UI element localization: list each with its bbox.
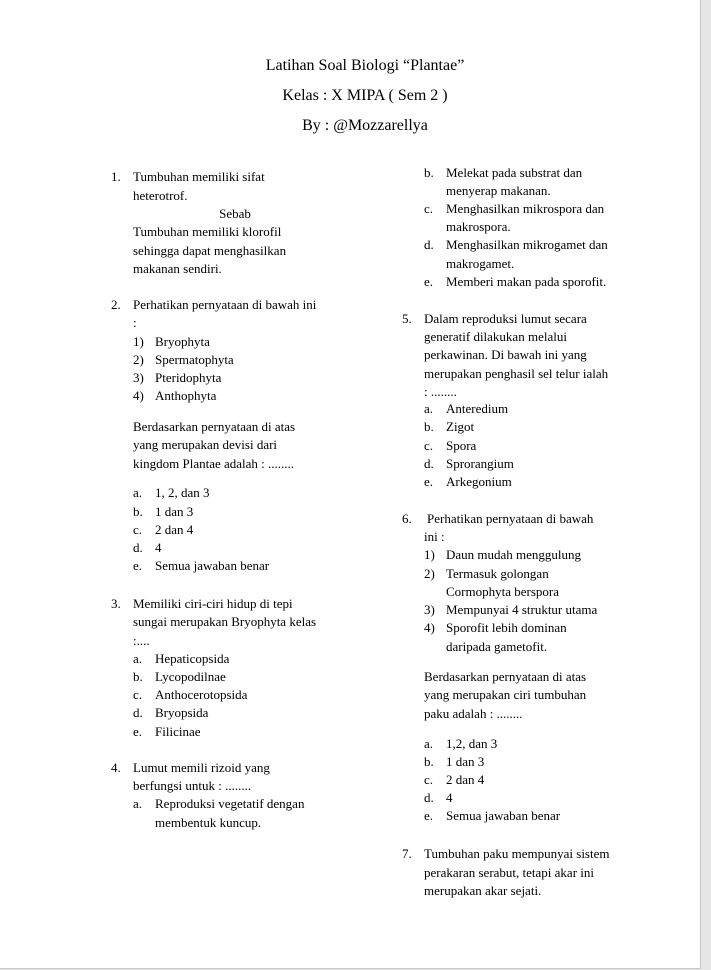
q6-statement: Cormophyta berspora bbox=[446, 584, 560, 599]
q5-option: Anteredium bbox=[446, 401, 509, 416]
q6-statement-number: 4) bbox=[424, 620, 435, 635]
q2-prompt: kingdom Plantae adalah : ........ bbox=[133, 456, 295, 471]
q2-statement-number: 2) bbox=[133, 352, 144, 367]
q2-number: 2. bbox=[111, 297, 121, 312]
q3-option-letter: b. bbox=[133, 669, 143, 684]
q6-statement-number: 1) bbox=[424, 547, 435, 562]
q6-option: 4 bbox=[446, 790, 453, 805]
q4-line: Lumut memili rizoid yang bbox=[133, 760, 270, 775]
q2-option-letter: a. bbox=[133, 485, 143, 500]
q1-number: 1. bbox=[111, 169, 121, 184]
q2-statement-number: 1) bbox=[133, 334, 144, 349]
q6-prompt: yang merupakan ciri tumbuhan bbox=[424, 687, 587, 702]
q3-line: :.... bbox=[133, 633, 150, 648]
q5-option-letter: d. bbox=[424, 456, 434, 471]
document-class: Kelas : X MIPA ( Sem 2 ) bbox=[282, 87, 448, 104]
q6-option-letter: a. bbox=[424, 736, 434, 751]
q7-number: 7. bbox=[402, 846, 412, 861]
q2-statement-number: 4) bbox=[133, 388, 144, 403]
q4-option: Memberi makan pada sporofit. bbox=[446, 274, 607, 289]
q7-line: perakaran serabut, tetapi akar ini bbox=[424, 865, 594, 880]
q2-option-letter: b. bbox=[133, 504, 143, 519]
q1-line: makanan sendiri. bbox=[133, 261, 222, 276]
q6-statement: daripada gametofit. bbox=[446, 639, 548, 654]
q6-number: 6. bbox=[402, 511, 412, 526]
q3-option-letter: d. bbox=[133, 705, 143, 720]
q4-option: membentuk kuncup. bbox=[155, 815, 262, 830]
q5-line: : ........ bbox=[424, 384, 457, 399]
q6-statement: Termasuk golongan bbox=[446, 566, 549, 581]
q4-option: Menghasilkan mikrospora dan bbox=[446, 201, 605, 216]
q2-statement: Pteridophyta bbox=[155, 370, 222, 385]
q5-line: merupakan penghasil sel telur ialah bbox=[424, 366, 609, 381]
q2-option-letter: e. bbox=[133, 558, 143, 573]
q5-option: Sprorangium bbox=[446, 456, 514, 471]
q6-option: Semua jawaban benar bbox=[446, 808, 561, 823]
q3-line: sungai merupakan Bryophyta kelas bbox=[133, 614, 317, 629]
q4-option-letter: d. bbox=[424, 237, 434, 252]
q3-number: 3. bbox=[111, 596, 121, 611]
q6-statement: Mempunyai 4 struktur utama bbox=[446, 602, 598, 617]
q4-option: Menghasilkan mikrogamet dan bbox=[446, 237, 608, 252]
q2-line: Perhatikan pernyataan di bawah ini bbox=[133, 297, 317, 312]
q6-option-letter: e. bbox=[424, 808, 434, 823]
q2-statement-number: 3) bbox=[133, 370, 144, 385]
q5-number: 5. bbox=[402, 311, 412, 326]
q6-line: Perhatikan pernyataan di bawah bbox=[427, 511, 594, 526]
q2-prompt: Berdasarkan pernyataan di atas bbox=[133, 419, 296, 434]
q2-prompt: yang merupakan devisi dari bbox=[133, 437, 278, 452]
q3-line: Memiliki ciri-ciri hidup di tepi bbox=[133, 596, 293, 611]
q6-statement: Sporofit lebih dominan bbox=[446, 620, 567, 635]
q5-option-letter: a. bbox=[424, 401, 434, 416]
q5-option-letter: b. bbox=[424, 419, 434, 434]
q6-option: 2 dan 4 bbox=[446, 772, 485, 787]
q4-option-letter: a. bbox=[133, 796, 143, 811]
q2-option: 1, 2, dan 3 bbox=[155, 485, 210, 500]
q3-option: Filicinae bbox=[155, 724, 201, 739]
q3-option: Bryopsida bbox=[155, 705, 209, 720]
q6-option-letter: b. bbox=[424, 754, 434, 769]
q1-line: Tumbuhan memiliki klorofil bbox=[133, 224, 282, 239]
q7-line: merupakan akar sejati. bbox=[424, 883, 542, 898]
q4-option-letter: b. bbox=[424, 165, 434, 180]
q5-line: generatif dilakukan melalui bbox=[424, 329, 567, 344]
q1-line: Tumbuhan memiliki sifat bbox=[133, 169, 265, 184]
q6-statement: Daun mudah menggulung bbox=[446, 547, 582, 562]
q3-option-letter: e. bbox=[133, 724, 143, 739]
q2-statement: Spermatophyta bbox=[155, 352, 234, 367]
q2-line: : bbox=[133, 315, 137, 330]
q4-option-letter: e. bbox=[424, 274, 434, 289]
q6-statement-number: 2) bbox=[424, 566, 435, 581]
q4-line: berfungsi untuk : ........ bbox=[133, 778, 252, 793]
document-author: By : @Mozzarellya bbox=[302, 117, 428, 134]
q4-number: 4. bbox=[111, 760, 121, 775]
q4-option: Melekat pada substrat dan bbox=[446, 165, 583, 180]
q3-option-letter: c. bbox=[133, 687, 143, 702]
q5-option-letter: e. bbox=[424, 474, 434, 489]
q4-option: makrospora. bbox=[446, 219, 511, 234]
q3-option: Hepaticopsida bbox=[155, 651, 230, 666]
q6-option-letter: c. bbox=[424, 772, 434, 787]
q5-line: perkawinan. Di bawah ini yang bbox=[424, 347, 587, 362]
q4-option-letter: c. bbox=[424, 201, 434, 216]
q7-line: Tumbuhan paku mempunyai sistem bbox=[424, 846, 610, 861]
q6-prompt: Berdasarkan pernyataan di atas bbox=[424, 669, 587, 684]
q5-line: Dalam reproduksi lumut secara bbox=[424, 311, 587, 326]
q3-option: Anthocerotopsida bbox=[155, 687, 248, 702]
q3-option-letter: a. bbox=[133, 651, 143, 666]
q6-prompt: paku adalah : ........ bbox=[424, 706, 523, 721]
q1-line: heterotrof. bbox=[133, 188, 188, 203]
q6-option: 1,2, dan 3 bbox=[446, 736, 498, 751]
q6-option: 1 dan 3 bbox=[446, 754, 485, 769]
q2-option: 4 bbox=[155, 540, 162, 555]
q1-sebab: Sebab bbox=[219, 206, 251, 221]
q4-option: Reproduksi vegetatif dengan bbox=[155, 796, 305, 811]
q5-option: Arkegonium bbox=[446, 474, 512, 489]
q1-line: sehingga dapat menghasilkan bbox=[133, 243, 287, 258]
q2-option: Semua jawaban benar bbox=[155, 558, 270, 573]
q5-option-letter: c. bbox=[424, 438, 434, 453]
q2-option-letter: d. bbox=[133, 540, 143, 555]
q4-option: menyerap makanan. bbox=[446, 183, 551, 198]
q5-option: Zigot bbox=[446, 419, 475, 434]
q6-statement-number: 3) bbox=[424, 602, 435, 617]
q6-option-letter: d. bbox=[424, 790, 434, 805]
q6-line: ini : bbox=[424, 529, 445, 544]
q2-statement: Bryophyta bbox=[155, 334, 210, 349]
q2-option: 2 dan 4 bbox=[155, 522, 194, 537]
q4-option: makrogamet. bbox=[446, 256, 515, 271]
q3-option: Lycopodilnae bbox=[155, 669, 226, 684]
q2-statement: Anthophyta bbox=[155, 388, 217, 403]
document-title: Latihan Soal Biologi “Plantae” bbox=[265, 57, 465, 74]
q5-option: Spora bbox=[446, 438, 477, 453]
q2-option-letter: c. bbox=[133, 522, 143, 537]
q2-option: 1 dan 3 bbox=[155, 504, 194, 519]
